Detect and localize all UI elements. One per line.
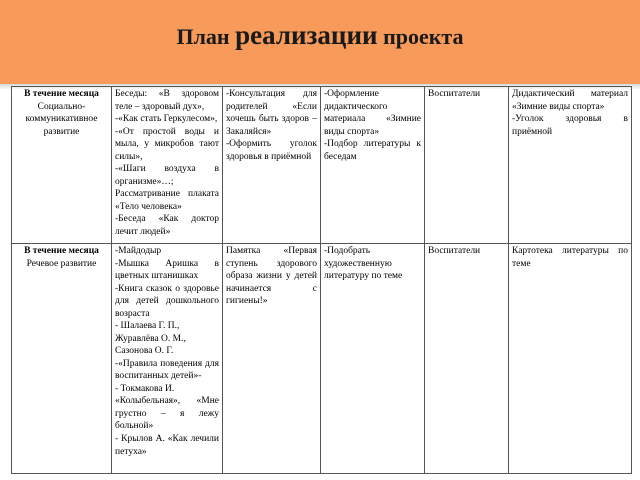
page-title: План реализации проекта [176, 20, 464, 50]
list-item: -Консультация для родителей «Если хочешь быть здоров – Закаляйся» [226, 89, 317, 137]
responsible-cell [425, 87, 509, 244]
list-item: -«Шаги воздуха в организме»…; [115, 164, 219, 187]
list-item: -Мышка Аришка в цветных штанишках [115, 258, 219, 282]
list-item: Картотека литературы по теме [512, 246, 628, 269]
list-item: -Беседа «Как доктор лечит людей» [115, 214, 219, 237]
environment-cell [321, 244, 425, 474]
parents-cell [223, 87, 321, 244]
list-item: Рассматривание плаката «Тело человека» [115, 189, 219, 212]
list-item: -Уголок здоровья в приёмной [512, 114, 628, 137]
list-item: -Оформление дидактического материала «Зимние виды спорта» [324, 89, 421, 137]
list-item: Беседы: «В здоровом теле – здоровый дух», [115, 89, 219, 112]
period-cell [12, 244, 112, 474]
project-plan-table [11, 86, 632, 474]
list-item: - Крылов А. «Как лечили петуха» [115, 433, 219, 457]
table-row [12, 87, 632, 244]
list-item: -Книга сказок о здоровье для детей дошкольного возраста [115, 283, 219, 319]
result-cell [509, 87, 632, 244]
children-activities-cell [112, 87, 223, 244]
list-item: - Токмакова И. [115, 383, 175, 394]
table-row [12, 244, 632, 474]
environment-cell [321, 87, 425, 244]
responsible-label: Воспитатели [428, 246, 481, 256]
list-item: -«Правила поведения для воспитанных детей»- [115, 358, 219, 382]
parents-cell [223, 244, 321, 474]
responsible-label: Воспитатели [428, 89, 481, 99]
period-label: В течение месяца [24, 246, 99, 256]
list-item: -Майдодыр [115, 246, 162, 256]
period-cell [12, 87, 112, 244]
period-label: В течение месяца [24, 89, 99, 99]
list-item: -«Как стать Геркулесом», [115, 114, 218, 125]
development-area: Речевое развитие [26, 258, 97, 269]
result-cell [509, 244, 632, 474]
list-item: -Подбор литературы к беседам [324, 139, 421, 162]
development-area: Социально-коммуникативное развитие [25, 101, 98, 137]
responsible-cell [425, 244, 509, 474]
list-item: «Колыбельная», «Мне грустно – я лежу больной» [115, 396, 219, 432]
list-item: - Шалаева Г. П., [115, 321, 180, 332]
list-item: -«От простой воды и мыла, у микробов тают силы», [115, 126, 219, 162]
children-activities-cell [112, 244, 223, 474]
list-item: -Подобрать художественную литературу по теме [324, 246, 403, 282]
list-item: Дидактический материал «Зимние виды спорта» [512, 89, 628, 112]
list-item: Журавлёва О. М., [115, 333, 186, 344]
list-item: Памятка «Первая ступень здорового образа жизни у детей начинается с гигиены!» [226, 246, 317, 307]
list-item: Сазонова О. Г. [115, 346, 174, 357]
list-item: -Оформить уголок здоровья в приёмной [226, 139, 317, 162]
